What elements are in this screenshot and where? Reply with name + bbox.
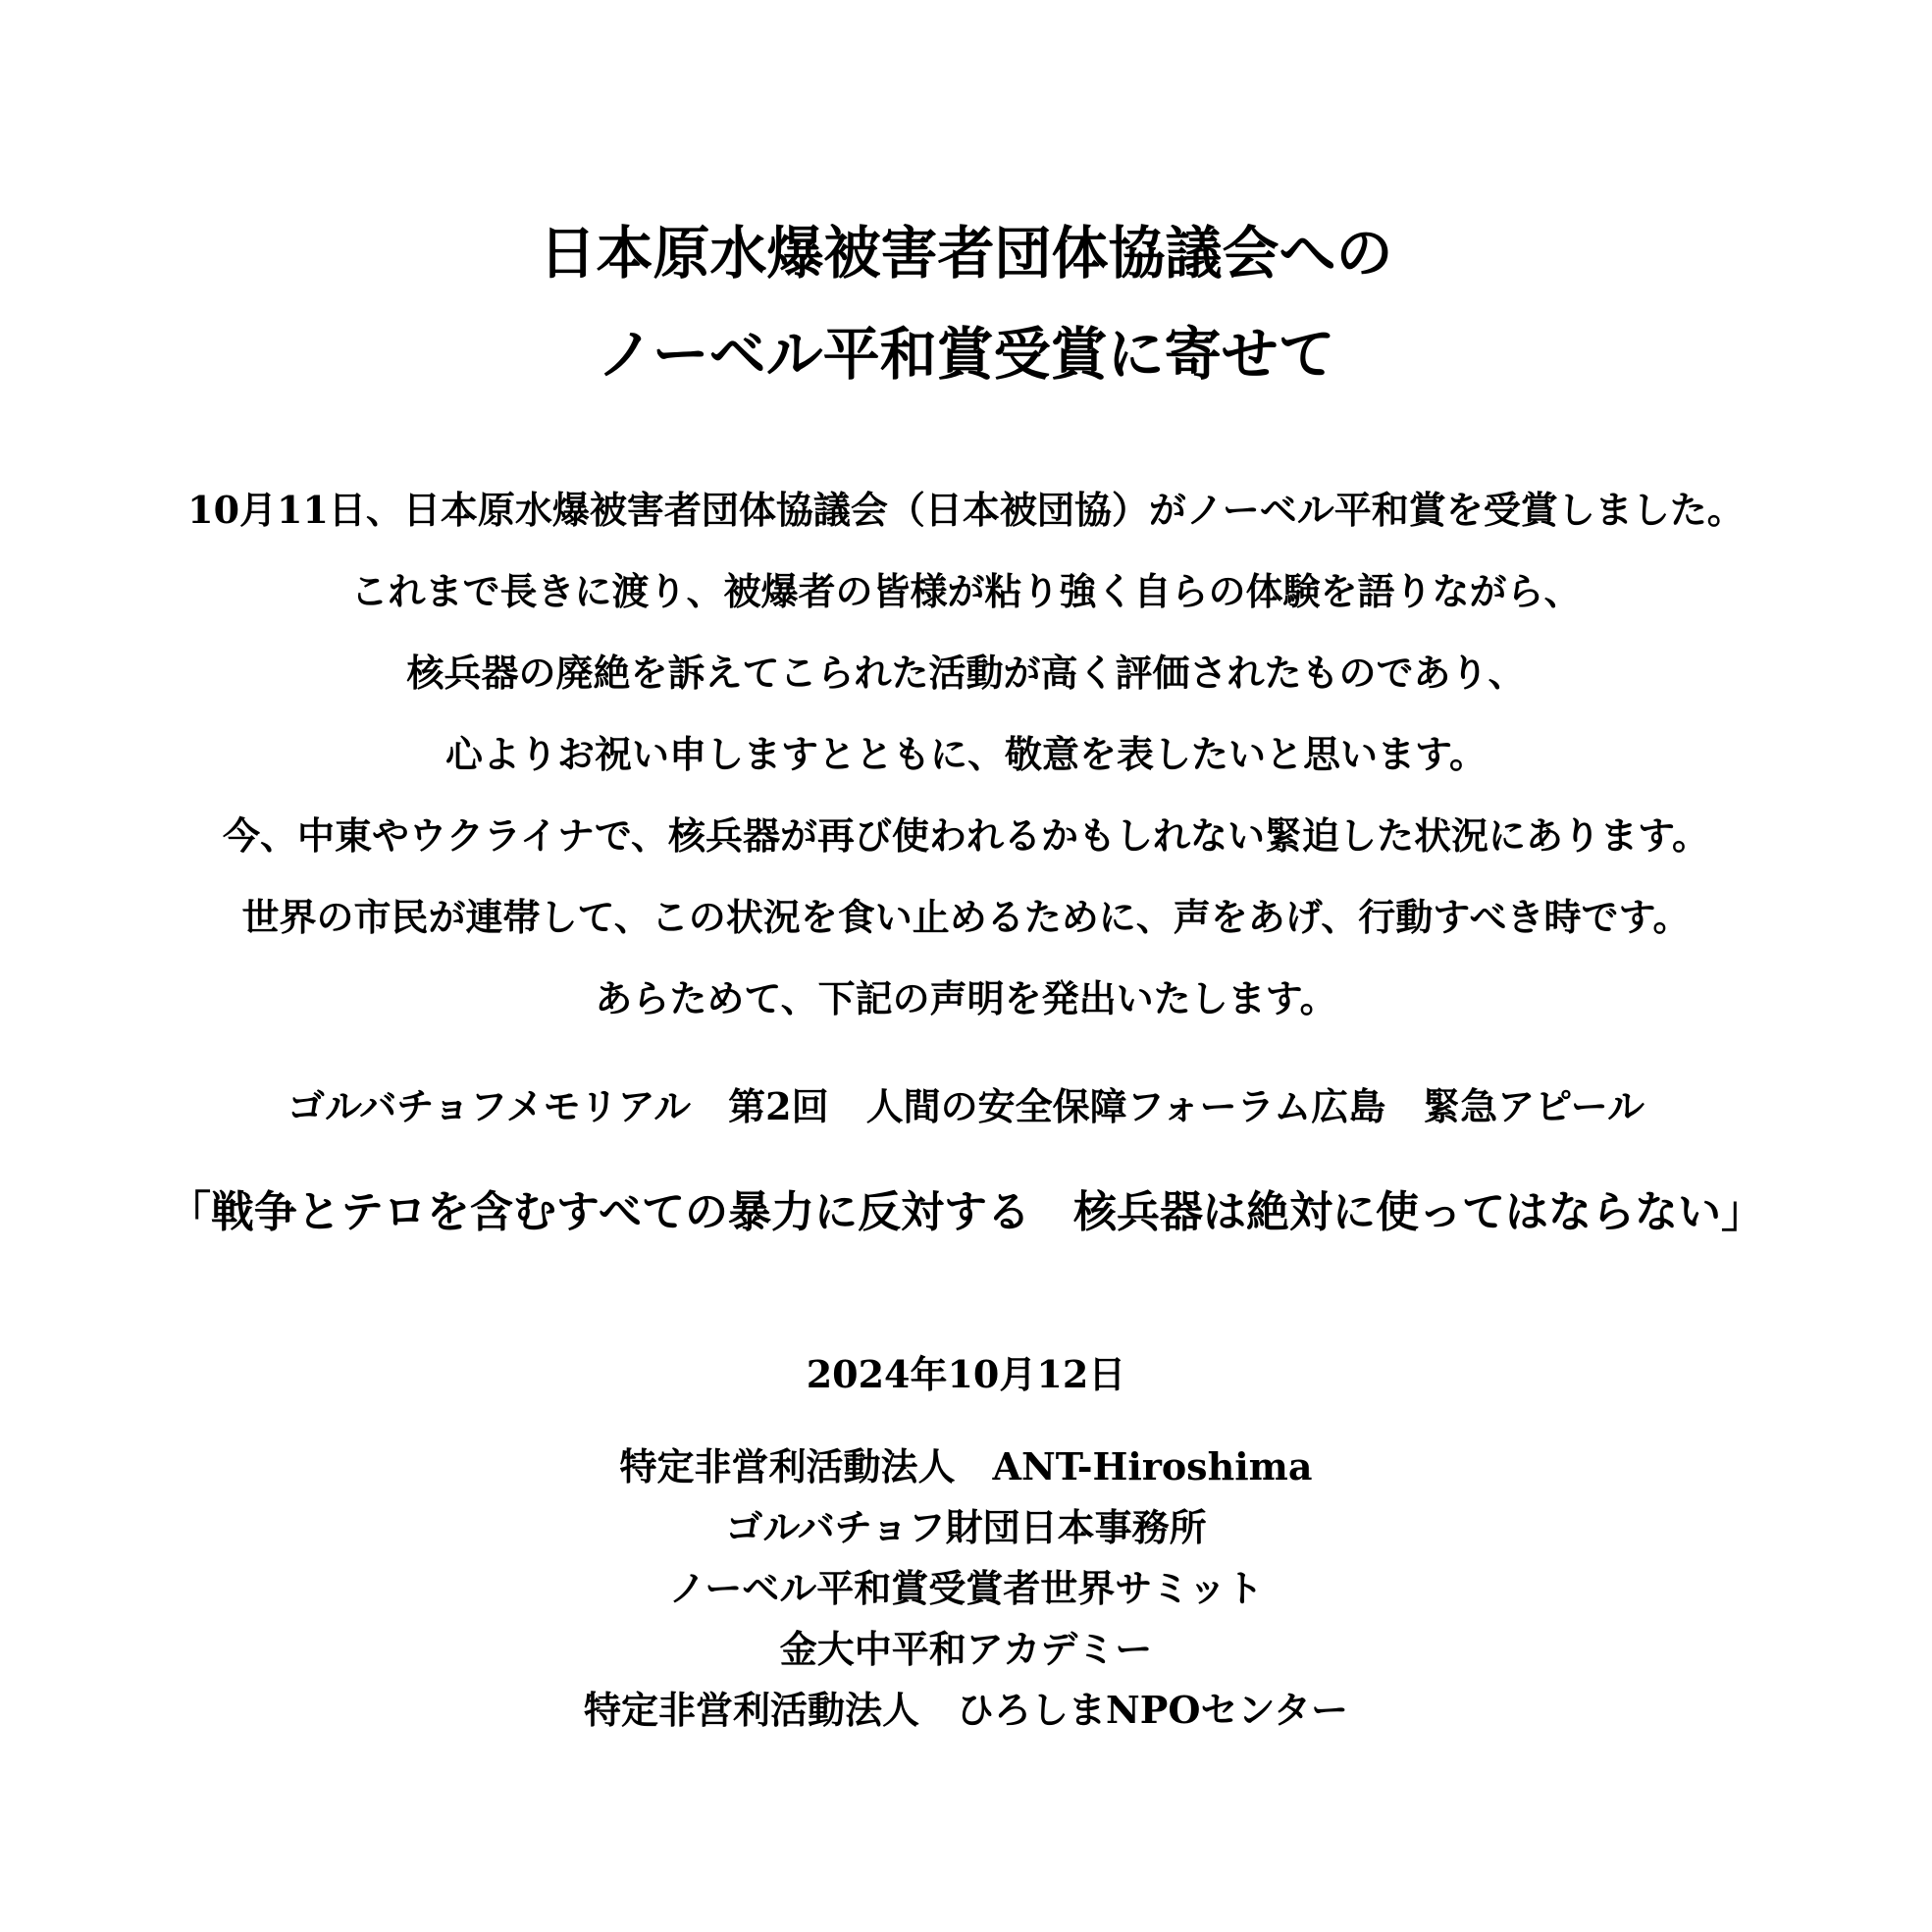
signatory-5: 特定非営利活動法人 ひろしまNPOセンター [584,1688,1348,1732]
body-line-7: あらためて、下記の声明を発出いたします。 [595,976,1337,1020]
event-title: ゴルバチョフメモリアル 第2回 人間の安全保障フォーラム広島 緊急アピール [287,1084,1645,1128]
statement-date: 2024年10月12日 [806,1352,1126,1396]
signatory-2: ゴルバチョフ財団日本事務所 [725,1505,1207,1549]
body-line-6: 世界の市民が連帯して、この状況を食い止めるために、声をあげ、行動すべき時です。 [241,895,1691,939]
signatory-4: 金大中平和アカデミー [779,1627,1153,1671]
body-line-2: これまで長きに渡り、被爆者の皆様が粘り強く自らの体験を語りながら、 [350,569,1582,613]
signatory-1: 特定非営利活動法人 ANT-Hiroshima [619,1444,1313,1488]
signatory-3: ノーベル平和賞受賞者世界サミット [668,1566,1264,1610]
body-line-5: 今、中東やウクライナで、核兵器が再び使われるかもしれない緊迫した状況にあります。 [222,813,1710,858]
body-line-1: 10月11日、日本原水爆被害者団体協議会（日本被団協）がノーベル平和賞を受賞しました。 [187,488,1745,532]
title-line-1: 日本原水爆被害者団体協議会への [539,220,1393,287]
body-line-3: 核兵器の廃絶を訴えてこられた活動が高く評価されたものであり、 [406,651,1526,695]
title-line-2: ノーベル平和賞受賞に寄せて [597,321,1335,388]
body-line-4: 心よりお祝い申しますとともに、敬意を表したいと思います。 [445,732,1487,776]
appeal-text: 「戦争とテロを含むすべての暴力に反対する 核兵器は絶対に使ってはならない」 [167,1187,1765,1237]
